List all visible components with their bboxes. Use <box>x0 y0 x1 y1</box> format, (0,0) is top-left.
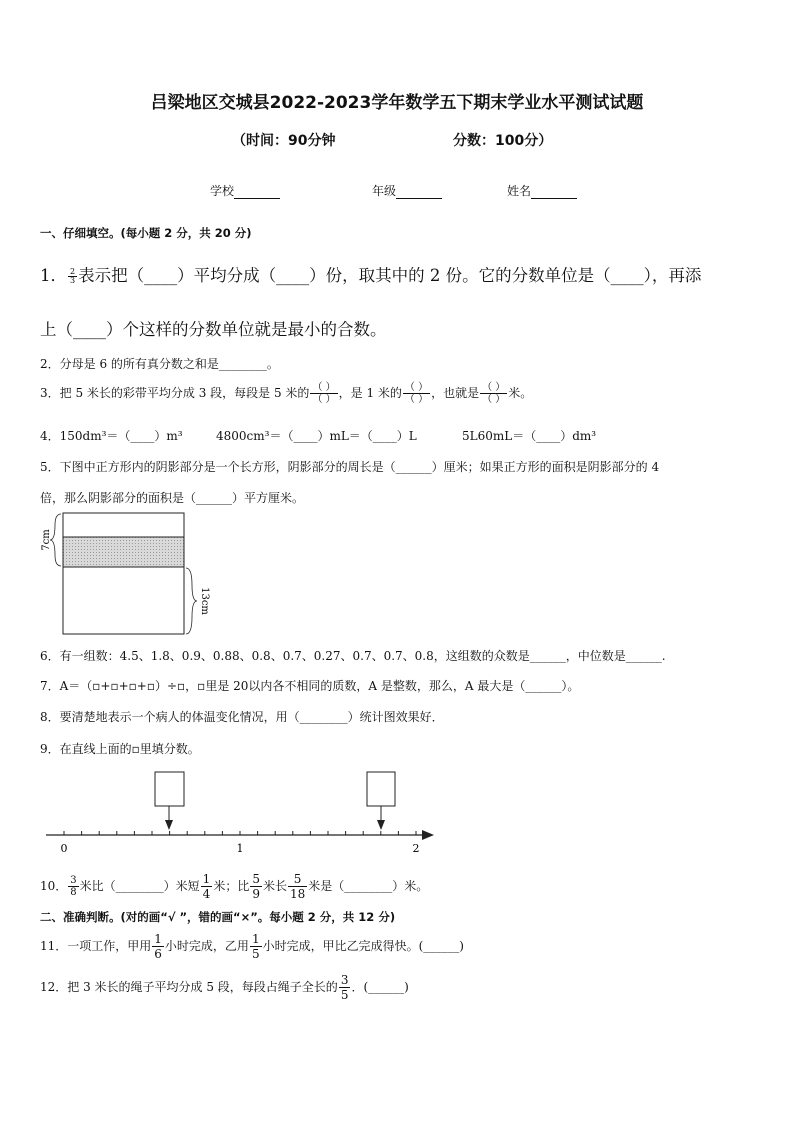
arrow-2-head <box>377 820 385 830</box>
question-1-line1: 1． $\frac{2}{3}$ 表示把（____）平均分成（____）份，取其中的 2 份。它的分数单位是（____），再添 <box>40 266 702 285</box>
school-field: 学校 <box>210 182 280 199</box>
label-7cm: 7cm <box>41 529 52 551</box>
answer-box-2 <box>367 772 395 806</box>
name-field: 姓名 <box>507 182 577 199</box>
question-7: 7．A＝（▫+▫+▫+▫）÷▫，▫里是 20以内各不相同的质数，A 是整数，那么，A 最大是（______）。 <box>40 679 580 693</box>
question-8: 8．要清楚地表示一个病人的体温变化情况，用（________）统计图效果好． <box>40 710 444 724</box>
question-5-line1: 5．下图中正方形内的阴影部分是一个长方形，阴影部分的周长是（______）厘米；如果正方形的面积是阴影部分的 4 <box>40 460 660 474</box>
question-11: 11．一项工作，甲用 $\frac{1}{6}$ 小时完成，乙用 $\frac{1}{5}$ 小时完成，甲比乙完成得快。(______) <box>40 932 464 961</box>
axis-arrow <box>422 830 434 840</box>
answer-box-1 <box>155 772 184 806</box>
time-label: （时间：90分钟 <box>232 133 336 149</box>
question-4b: 4800cm³＝（____）mL＝（____）L <box>216 429 417 443</box>
section-1-heading: 一、仔细填空。(每小题 2 分，共 20 分) <box>40 226 252 240</box>
score-label: 分数：100分） <box>453 133 553 149</box>
question-10: 10． $\frac{3}{8}$ 米比（________）米短 $\frac{1}{4}$ 米；比 $\frac{5}{9}$ 米长 $\frac{5}{18}$ 米是（________）米。 <box>40 872 429 901</box>
question-3: 3．把 5 米长的彩带平均分成 3 段，每段是 5 米的 $\frac{( )}{( )}$ ，是 1 米的 $\frac{( )}{( )}$ ，也就是 $\frac{( )}{( )}$ 米。 <box>40 382 533 405</box>
grade-field: 年级 <box>372 182 442 199</box>
question-6: 6．有一组数：4.5、1.8、0.9、0.88、0.8、0.7、0.27、0.7、0.7、0.8，这组数的众数是______，中位数是______. <box>40 649 666 663</box>
axis-ticks <box>64 831 416 835</box>
question-9: 9．在直线上面的▫里填分数。 <box>40 742 200 756</box>
axis-label-1: 1 <box>236 842 244 855</box>
question-4c: 5L60mL＝（____）dm³ <box>462 429 597 443</box>
question-2: 2．分母是 6 的所有真分数之和是________。 <box>40 357 279 371</box>
label-13cm: 13cm <box>199 587 210 615</box>
number-line <box>40 768 440 858</box>
square-outline <box>63 513 184 634</box>
page-title: 吕梁地区交城县2022-2023学年数学五下期末学业水平测试试题 <box>150 93 644 113</box>
question-5-line2: 倍，那么阴影部分的面积是（______）平方厘米。 <box>40 491 305 505</box>
question-12: 12．把 3 米长的绳子平均分成 5 段，每段占绳子全长的 $\frac{3}{5}$ ．(______) <box>40 973 409 1002</box>
question-1-line2: 上（____）个这样的分数单位就是最小的合数。 <box>40 320 387 339</box>
section-2-heading: 二、准确判断。(对的画“√ ”，错的画“×”。每小题 2 分，共 12 分) <box>40 910 396 924</box>
question-4a: 4．150dm³＝（____）m³ <box>40 429 183 443</box>
axis-label-2: 2 <box>412 842 420 855</box>
axis-label-0: 0 <box>60 842 68 855</box>
square-figure <box>36 510 216 640</box>
shaded-rectangle <box>63 537 184 567</box>
brace-13cm <box>186 568 197 634</box>
arrow-1-head <box>165 820 173 830</box>
